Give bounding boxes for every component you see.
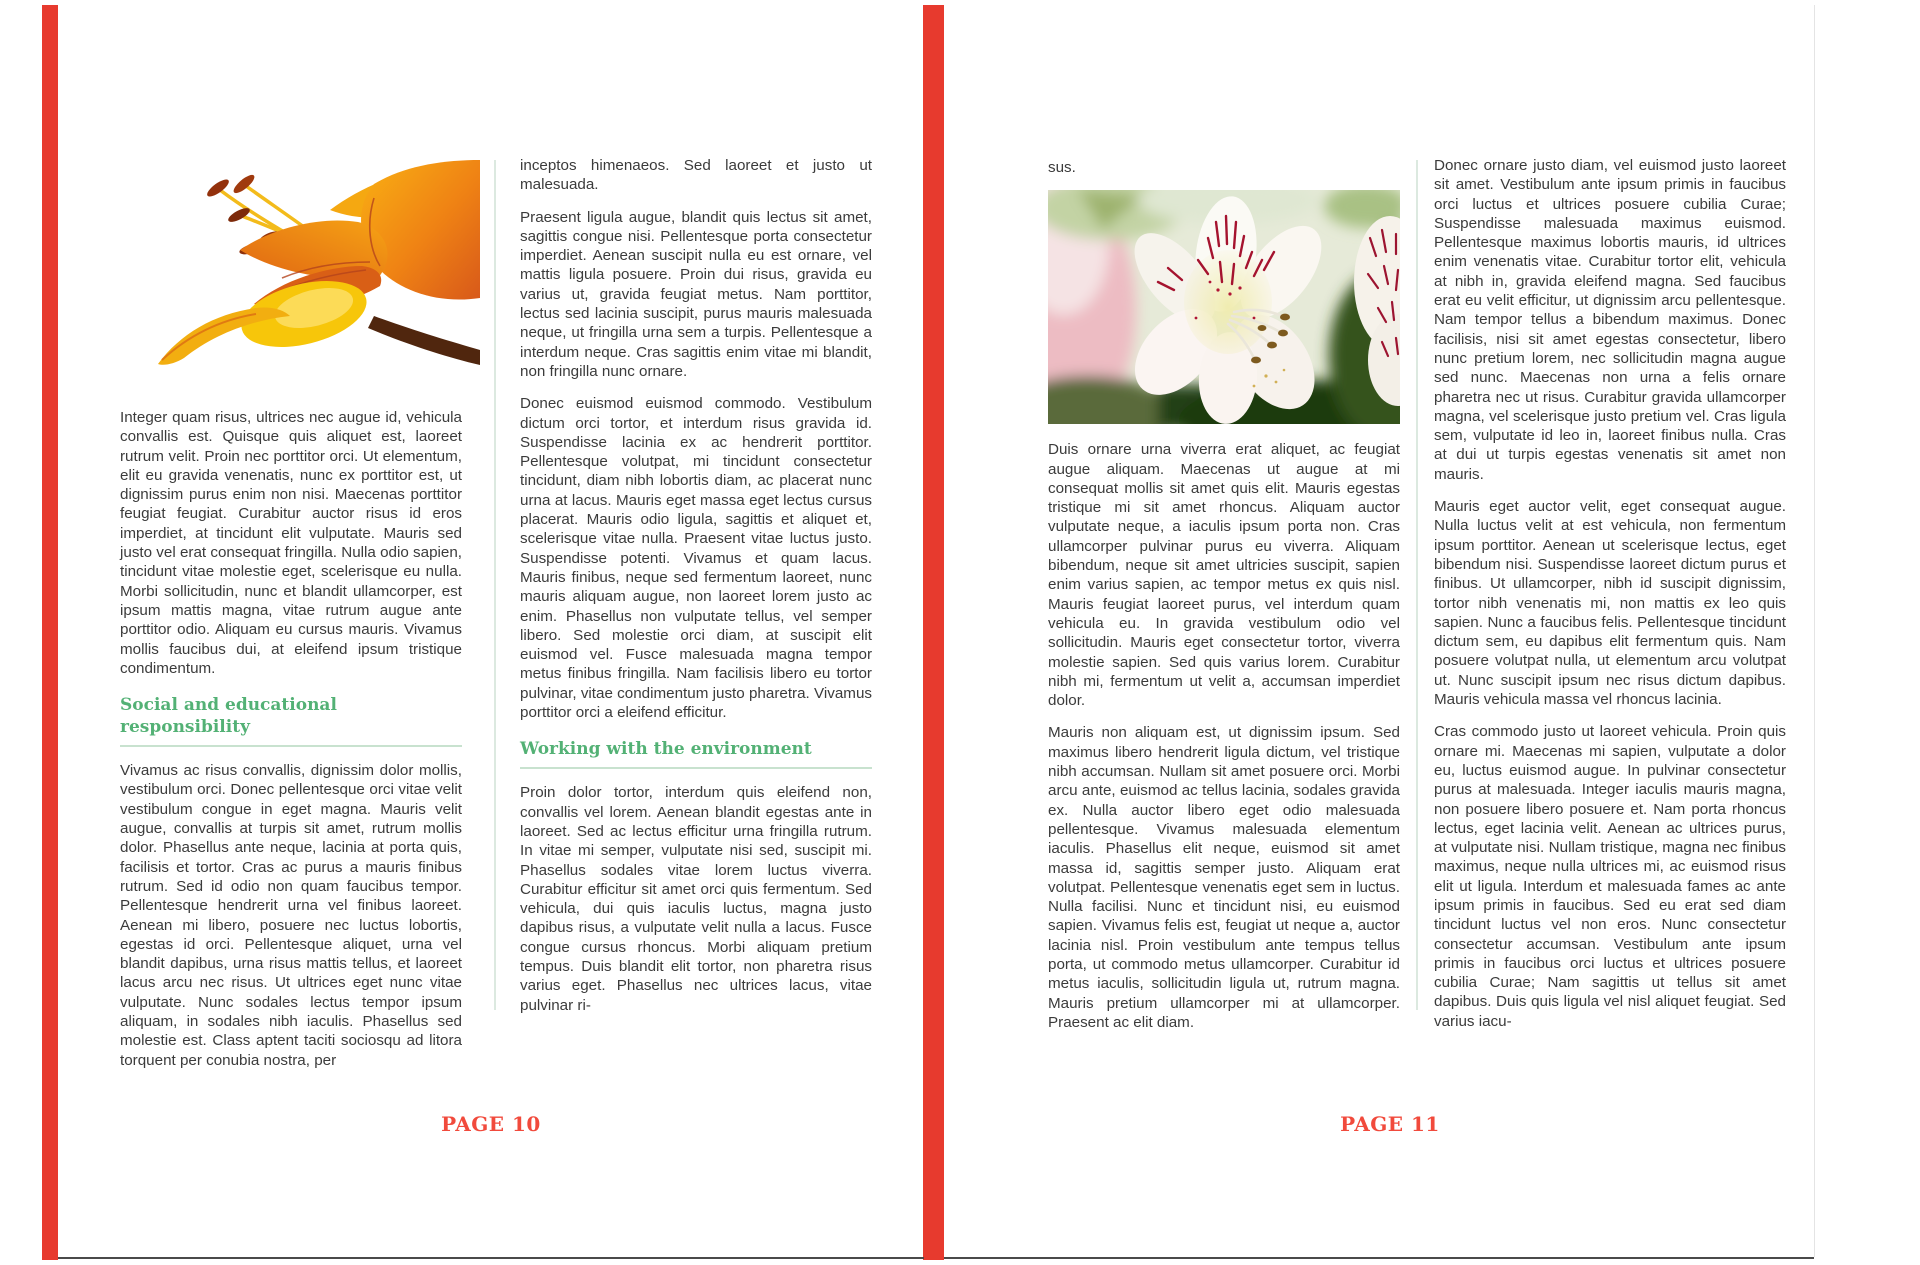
- red-cover-edge-center: [923, 5, 944, 1260]
- column-divider-left-page: [494, 160, 496, 1010]
- body-paragraph-fragment: sus.: [1048, 159, 1076, 176]
- body-paragraph: Proin dolor tortor, interdum quis eleifend non, convallis vel lorem. Aenean blandit egestas ante in laoreet. Sed ac lectus efficitur urna fringilla rutrum. In vitae mi semper, vulputate nisi sed, suscipit mi. Phasellus sodales vitae lorem luctus viverra. Curabitur efficitur sit amet orci quis fermentum. Sed vehicula, dui quis iaculis luctus, magna justo dapibus risus, a vulputate velit nulla a lacus. Fusce congue cursus rhoncus. Morbi aliquam pretium tempus. Duis blandit elit tortor, non pharetra risus varius eget. Phasellus nec ultrices lacus, vitae pulvinar ri-: [520, 784, 872, 1014]
- left-page-column-1: [120, 408, 462, 1083]
- right-page-bottom-edge: [944, 1257, 1814, 1259]
- right-page-column-4: [1434, 156, 1786, 1044]
- column-divider-right-page: [1416, 160, 1418, 1010]
- body-paragraph: Mauris eget auctor velit, eget consequat augue. Nulla luctus velit at est vehicula, non fermentum ipsum porttitor. Aenean ut scelerisque lectus, eget bibendum nisi. Suspendisse laoreet dictum purus et finibus. Ut ullamcorper, nibh id suscipit dignissim, tortor nibh venenatis mi, non mattis ex leo quis sapien. Nunc a faucibus felis. Pellentesque tincidunt dictum sem, eu dapibus elit fermentum quis. Nam posuere volutpat nulla, ut elementum arcu volutpat ut. Nunc suscipit ipsum nec risus dictum dapibus. Mauris vehicula massa vel rhoncus lacinia.: [1434, 498, 1786, 709]
- body-paragraph: Mauris non aliquam est, ut dignissim ipsum. Sed maximus libero hendrerit ligula dictum, vel tristique nibh accumsan. Nullam sit amet posuere orci. Morbi arcu ante, euismod ac tellus lacinia, sodales gravida ex. Nulla auctor libero eget odio malesuada pellentesque. Vivamus malesuada elementum iaculis. Phasellus elit neque, euismod sit amet massa id, sagittis semper justo. Aliquam erat volutpat. Pellentesque venenatis eget sem in luctus. Nulla facilisi. Nunc et tincidunt nisi, eu euismod sapien. Vivamus felis est, feugiat ut neque a, auctor lacinia nisl. Proin vestibulum ante tempus tellus porta, ut commodo metus ullamcorper. Curabitur id metus iaculis, sollicitudin ligula ut, rutrum magna. Mauris pretium ullamcorper mi at ullamcorper. Praesent ac elit diam.: [1048, 724, 1400, 1031]
- body-paragraph: inceptos himenaeos. Sed laoreet et justo ut malesuada.: [520, 157, 872, 194]
- right-page-side-edge: [1814, 5, 1815, 1257]
- section-heading-environment: Working with the environment: [520, 738, 872, 769]
- orange-lily-photo: [122, 158, 480, 370]
- body-paragraph: Cras commodo justo ut laoreet vehicula. Proin quis ornare mi. Maecenas mi sapien, vulputate a dolor eu, luctus euismod augue. In pulvinar consectetur purus at malesuada. Integer iaculis mauris magna, non posuere libero posuere et. Nam porta rhoncus lectus, eget lacinia velit. Aenean ac ultrices purus, at vulputate nisi. Nullam tristique, magna nec finibus maximus, neque nulla ultrices mi, ac euismod risus elit ut ligula. Interdum et malesuada fames ac ante ipsum primis in faucibus. Sed eu erat sed diam tincidunt luctus vel non eros. Nunc consectetur consectetur accumsan. Vestibulum ante ipsum primis in faucibus orci luctus et ultrices posuere cubilia Curae; Nam sagittis ut tellus sit amet dapibus. Duis quis ligula vel nisl aliquet feugiat. Sed varius iacu-: [1434, 723, 1786, 1030]
- left-page-bottom-edge: [58, 1257, 924, 1259]
- body-paragraph: Praesent ligula augue, blandit quis lectus sit amet, sagittis congue nisi. Pellentesque porta consectetur imperdiet. Aenean suscipit nulla eu est ornare, vel mattis ligula posuere. Proin dui risus, gravida eu varius ut, gravida feugiat metus. Nam porttitor, lectus sed lacinia suscipit, purus mauris malesuada neque, ut fringilla urna sem a turpis. Pellentesque a interdum neque. Cras sagittis enim vitae mi blandit, non fringilla nunc ornare.: [520, 208, 872, 380]
- section-heading-social: Social and educational responsibility: [120, 694, 462, 747]
- lily-illustration: [158, 160, 480, 365]
- right-page-column-3: [1048, 158, 1400, 1045]
- body-paragraph: Vivamus ac risus convallis, dignissim dolor mollis, vestibulum orci. Donec pellentesque orci vitae velit vestibulum congue in eget magna. Mauris velit augue, convallis at turpis sit amet, rutrum mollis dolor. Phasellus ante neque, lacinia at porta quis, facilisis et tortor. Cras ac purus a mauris finibus rutrum. Sed id odio non quam faucibus tempor. Pellentesque hendrerit urna vel finibus laoreet. Aenean mi libero, posuere nec luctus lobortis, egestas id orci. Pellentesque aliquet, urna vel blandit dapibus, urna risus mattis tellus, et laoreet lacus arcu nec risus. Ut ultrices eget nunc vitae vulputate. Nunc sodales lectus tempor ipsum aliquam, in sodales nibh iaculis. Phasellus sed molestie est. Class aptent taciti sociosqu ad litora torquent per conubia nostra, per: [120, 762, 462, 1069]
- body-paragraph: Donec euismod euismod commodo. Vestibulum dictum orci tortor, et interdum risus gravida id. Suspendisse lacinia ex ac hendrerit porttitor. Pellentesque volutpat, mi tincidunt consectetur tincidunt, diam nibh lobortis diam, ac placerat nunc urna at lacus. Mauris eget massa eget lectus cursus placerat. Mauris odio ligula, sagittis et aliquet et, scelerisque vitae nulla. Praesent vitae luctus justo. Suspendisse potenti. Vivamus et quam lacus. Mauris finibus, neque sed fermentum laoreet, nunc mauris aliquam augue, non laoreet lorem justo ac enim. Phasellus non vulputate tellus, vel semper libero. Sed molestie orci diam, at suscipit elit euismod vel. Fusce malesuada magna tempor metus finibus fringilla. Nam facilisis libero eu tortor pulvinar, vitae condimentum justo pharetra. Vivamus porttitor orci a eleifend efficitur.: [520, 395, 872, 722]
- red-cover-edge-left: [42, 5, 58, 1260]
- page-number-right: PAGE 11: [1340, 1112, 1440, 1136]
- body-paragraph: Duis ornare urna viverra erat aliquet, ac feugiat augue aliquam. Maecenas ut augue at mi consequat mollis sit amet quis elit. Mauris egestas tristique mi sit amet rhoncus. Aliquam auctor vulputate neque, a iaculis ipsum porta non. Cras ullamcorper pulvinar purus eu viverra. Aliquam bibendum, neque sit amet ultricies suscipit, sapien enim varius sapien, ac tempor metus ex quis nisl. Mauris feugiat laoreet purus, vel interdum quam vehicula eu. In gravida vestibulum odio vel sollicitudin. Mauris eget consectetur tortor, viverra molestie sapien. Sed quis varius lorem. Curabitur nibh mi, fermentum ut velit a, accumsan imperdiet dolor.: [1048, 441, 1400, 710]
- body-paragraph: Integer quam risus, ultrices nec augue id, vehicula convallis est. Quisque quis aliquet est, laoreet rutrum velit. Proin nec porttitor orci. Ut elementum, elit eu gravida venenatis, nunc ex porttitor est, ut dignissim purus enim non nisi. Maecenas porttitor feugiat feugiat. Curabitur auctor risus id eros imperdiet, at tincidunt elit vulputate. Mauris sed justo vel erat consequat fringilla. Nulla odio sapien, tincidunt vitae molestie eget, scelerisque eu nulla. Morbi sollicitudin, nunc et blandit ullamcorper, est ipsum mattis magna, vitae rutrum augue ante porttitor odio. Aliquam eu cursus mauris. Vivamus mollis faucibus dui, at eleifend ipsum tristique condimentum.: [120, 409, 462, 677]
- body-paragraph: Donec ornare justo diam, vel euismod justo laoreet sit amet. Vestibulum ante ipsum primis in faucibus orci luctus et ultrices posuere cubilia Curae; Suspendisse malesuada maximus euismod. Pellentesque maximus lobortis mauris, id ultrices enim venenatis vitae. Curabitur tortor elit, vehicula at nibh in, gravida eleifend magna. Sed faucibus erat eu velit efficitur, ut dignissim arcu pellentesque. Nam tempor tellus a bibendum maximus. Donec facilisis, nisi sit amet egestas consectetur, libero nunc pretium lorem, nec sollicitudin magna augue sed nunc. Maecenas non urna a felis ornare pharetra nec ut risus. Curabitur gravida ullamcorper magna, vel scelerisque justo pretium vel. Cras ligula sem, vulputate id leo in, laoreet finibus nulla. Cras at dui ut turpis egestas venenatis sit amet non mauris.: [1434, 157, 1786, 483]
- white-alstroemeria-photo: [1048, 190, 1400, 424]
- page-number-left: PAGE 10: [441, 1112, 541, 1136]
- left-page-column-2: [520, 156, 872, 1028]
